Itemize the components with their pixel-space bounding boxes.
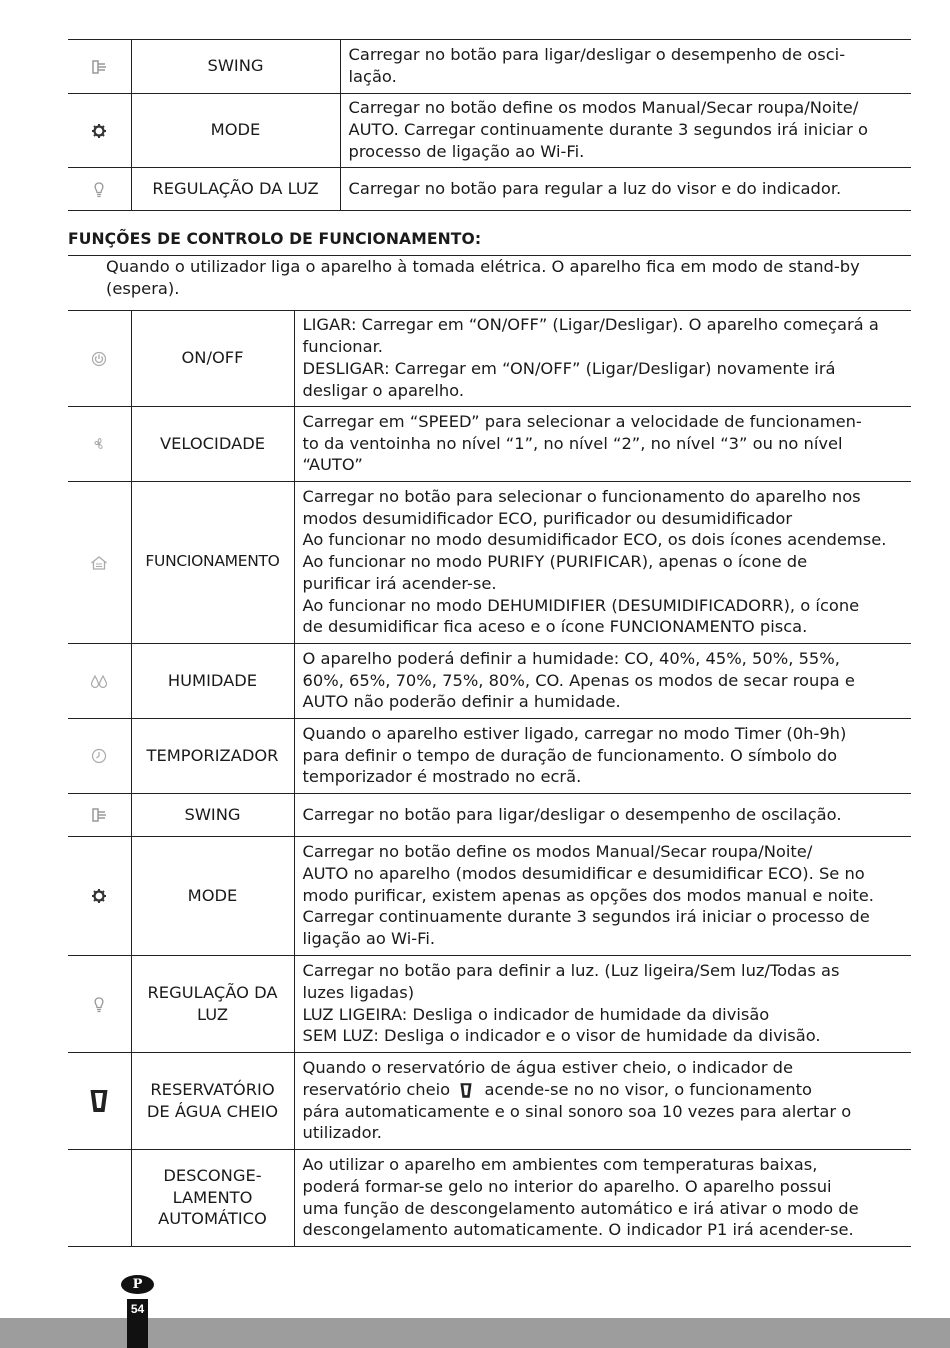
function-description-line-with-icon — [303, 1079, 904, 1101]
icon-cell — [68, 407, 131, 482]
table-row — [68, 1150, 911, 1247]
humidity-drops-icon — [89, 673, 109, 689]
function-description-text: reservatório cheio — [302, 1079, 451, 1099]
function-description-line: para definir o tempo de duração de funcionamento. O símbolo do — [302, 745, 838, 765]
function-description-line: Carregar no botão para definir a luz. (Luz ligeira/Sem luz/Todas as — [302, 960, 840, 980]
function-description-line: utilizador. — [302, 1123, 382, 1143]
icon-cell — [68, 94, 131, 168]
function-name: TEMPORIZADOR — [146, 745, 279, 765]
table-row — [68, 94, 911, 168]
function-name: HUMIDADE — [167, 670, 258, 690]
function-description-line: Quando o reservatório de água estiver cheio, o indicador de — [302, 1057, 794, 1077]
function-description-line: Carregar no botão para selecionar o funcionamento do aparelho nos — [302, 486, 861, 506]
table-row — [68, 407, 911, 482]
function-description-text: acende-se no no visor, o funcionamento — [484, 1079, 813, 1099]
swing-icon — [90, 59, 108, 75]
table-row — [68, 794, 911, 837]
table-row — [68, 168, 911, 211]
function-description-line: Ao funcionar no modo desumidificador ECO, os dois ícones acendemse. — [302, 530, 887, 550]
function-name: REGULAÇÃO DA — [147, 982, 278, 1002]
controls-table-top — [68, 39, 911, 211]
function-description-line: modo purificar, existem apenas as opções dos modos manual e noite. — [302, 885, 874, 905]
function-name: REGULAÇÃO DA LUZ — [152, 178, 319, 198]
water-tank-full-icon — [89, 1088, 109, 1114]
functions-table — [68, 310, 911, 1247]
function-description-line: temporizador é mostrado no ecrã. — [302, 767, 582, 787]
function-description-line: descongelamento automaticamente. O indicador P1 irá acender-se. — [302, 1220, 854, 1240]
icon-cell — [68, 794, 131, 837]
table-row — [68, 40, 911, 94]
icon-cell — [68, 482, 131, 644]
function-description-line: Ao funcionar no modo PURIFY (PURIFICAR), apenas o ícone de — [302, 552, 808, 572]
icon-cell — [68, 1150, 131, 1247]
mode-gear-icon — [91, 123, 107, 139]
fan-icon — [91, 436, 107, 452]
function-description-line: Quando o aparelho estiver ligado, carregar no modo Timer (0h-9h) — [302, 723, 847, 743]
table-row — [68, 644, 911, 719]
function-description-line: processo de ligação ao Wi-Fi. — [348, 141, 585, 161]
function-name: DESCONGE- — [163, 1165, 262, 1185]
page-number: 54 — [130, 1302, 145, 1316]
function-description-line: LIGAR: Carregar em “ON/OFF” (Ligar/Desligar). O aparelho começará a — [302, 315, 879, 335]
function-description-line: DESLIGAR: Carregar em “ON/OFF” (Ligar/Desligar) novamente irá — [302, 359, 836, 378]
function-name: LAMENTO — [172, 1187, 253, 1207]
power-icon — [91, 351, 107, 367]
table-row — [68, 956, 911, 1053]
icon-cell — [68, 956, 131, 1053]
function-name: AUTOMÁTICO — [158, 1209, 267, 1229]
function-description-line: poderá formar-se gelo no interior do aparelho. O aparelho possui — [302, 1176, 832, 1196]
function-description-line: Carregar em “SPEED” para selecionar a velocidade de funcionamen- — [302, 411, 862, 431]
function-description-line: AUTO no aparelho (modos desumidificar e desumidificar ECO). Se no — [302, 863, 865, 883]
light-bulb-icon — [92, 181, 106, 198]
icon-cell — [68, 168, 131, 211]
function-description-line: O aparelho poderá definir a humidade: CO, 40%, 45%, 50%, 55%, — [302, 648, 840, 668]
function-name: FUNCIONAMENTO — [145, 552, 280, 571]
swing-icon — [90, 807, 108, 823]
function-name: DE ÁGUA CHEIO — [146, 1101, 279, 1121]
function-description-line: AUTO não poderão definir a humidade. — [302, 692, 621, 712]
function-name: LUZ — [196, 1004, 229, 1024]
icon-cell — [68, 837, 131, 956]
function-name: SWING — [184, 804, 241, 824]
function-name: VELOCIDADE — [159, 433, 266, 453]
function-description-line: SEM LUZ: Desliga o indicador e o visor de humidade da divisão. — [302, 1026, 821, 1046]
icon-cell — [68, 1053, 131, 1150]
function-description-line: desligar o aparelho. — [302, 380, 465, 400]
section-title: FUNÇÕES DE CONTROLO DE FUNCIONAMENTO: — [68, 230, 482, 248]
function-description-line: funcionar. — [302, 337, 383, 357]
function-description-line: 60%, 65%, 70%, 75%, 80%, CO. Apenas os modos de secar roupa e — [302, 670, 855, 690]
function-description-line: de desumidificar fica aceso e o ícone FUNCIONAMENTO pisca. — [302, 617, 808, 637]
house-icon — [90, 555, 108, 571]
function-description-line: LUZ LIGEIRA: Desliga o indicador de humidade da divisão — [302, 1004, 770, 1024]
mode-gear-icon — [91, 888, 107, 904]
intro-line: Quando o utilizador liga o aparelho à tomada elétrica. O aparelho fica em modo de stand-by — [106, 257, 860, 276]
function-description-line: pára automaticamente e o sinal sonoro soa 10 vezes para alertar o — [302, 1101, 852, 1121]
water-tank-full-icon — [459, 1082, 473, 1099]
light-bulb-icon — [92, 996, 106, 1013]
intro-text — [68, 255, 911, 300]
function-description-line: “AUTO” — [302, 455, 363, 475]
function-description-line: Carregar no botão define os modos Manual/Secar roupa/Noite/ — [302, 842, 813, 861]
icon-cell — [68, 644, 131, 719]
function-name: ON/OFF — [181, 348, 244, 368]
function-description-line: Carregar no botão define os modos Manual/Secar roupa/Noite/ — [348, 98, 859, 118]
icon-cell — [68, 40, 131, 94]
function-description-line: Ao funcionar no modo DEHUMIDIFIER (DESUMIDIFICADORR), o ícone — [302, 595, 860, 615]
function-description-line: modos desumidificador ECO, purificador ou desumidificador — [302, 508, 793, 528]
function-name: SWING — [207, 56, 264, 76]
function-description-line: ligação ao Wi-Fi. — [302, 929, 436, 949]
table-row — [68, 1053, 911, 1150]
function-description-line: purificar irá acender-se. — [302, 573, 497, 593]
function-description-line: uma função de descongelamento automático e irá ativar o modo de — [302, 1198, 859, 1218]
icon-cell — [68, 719, 131, 794]
function-name: RESERVATÓRIO — [150, 1079, 275, 1099]
function-description-line: to da ventoinha no nível “1”, no nível “2”, no nível “3” ou no nível — [302, 433, 843, 453]
icon-cell — [68, 311, 131, 407]
timer-clock-icon — [91, 748, 107, 764]
function-name: MODE — [210, 120, 261, 140]
function-description-line: AUTO. Carregar continuamente durante 3 segundos irá iniciar o — [348, 120, 869, 140]
function-description-line: Carregar continuamente durante 3 segundos irá iniciar o processo de — [302, 907, 870, 927]
function-name: MODE — [187, 885, 238, 905]
table-row — [68, 482, 911, 644]
function-description-line: Carregar no botão para ligar/desligar o desempenho de oscilação. — [302, 804, 842, 824]
language-badge: P — [121, 1275, 154, 1294]
table-row — [68, 837, 911, 956]
table-row — [68, 311, 911, 407]
intro-line: (espera). — [106, 278, 180, 298]
table-row — [68, 719, 911, 794]
function-description-line: Carregar no botão para ligar/desligar o desempenho de osci- — [348, 45, 846, 65]
function-description-line: Ao utilizar o aparelho em ambientes com temperaturas baixas, — [302, 1154, 818, 1174]
function-description-line: luzes ligadas) — [302, 982, 415, 1002]
function-description-line: Carregar no botão para regular a luz do visor e do indicador. — [348, 178, 842, 198]
function-description-line: lação. — [348, 67, 397, 86]
